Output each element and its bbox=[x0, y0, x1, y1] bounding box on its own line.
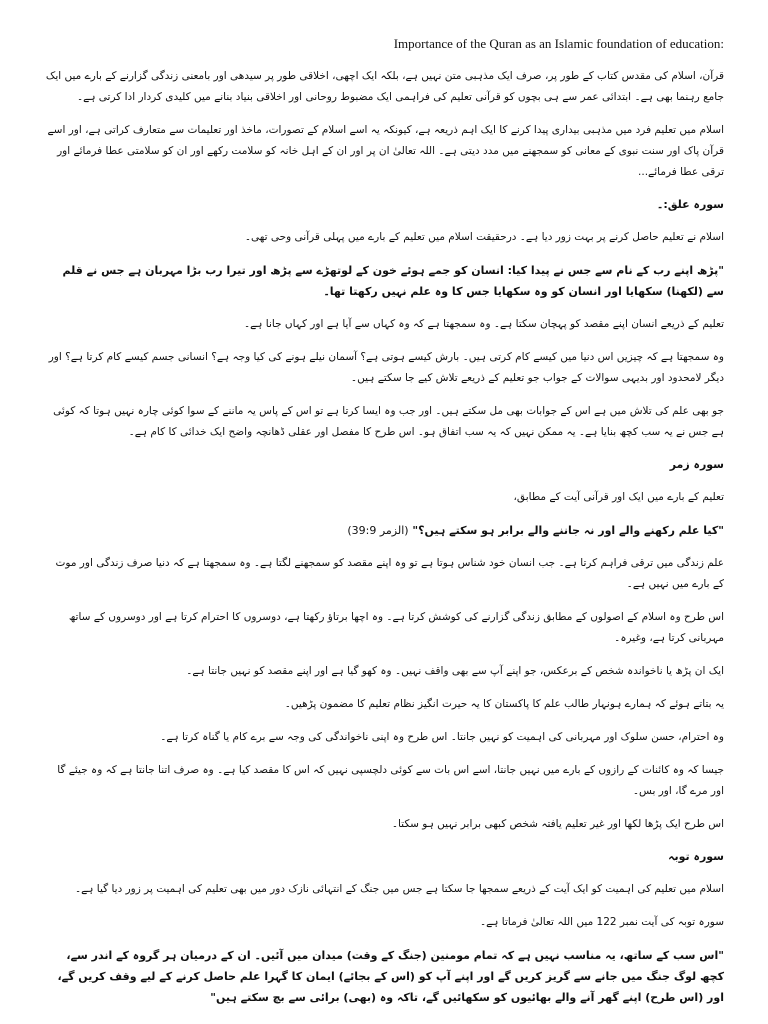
zumar-line-4: یہ بتاتے ہوئے کہ ہمارے ہونہار طالب علم کا پاکستان کا یہ حیرت انگیز نظام تعلیم کا مضمون پڑھیں۔ bbox=[284, 698, 724, 710]
zumar-verse-text: "کیا علم رکھنے والے اور نہ جاننے والے برابر ہو سکتے ہیں؟" bbox=[412, 524, 724, 537]
alaq-verse: "پڑھ اپنے رب کے نام سے جس نے پیدا کیا: انسان کو جمے ہوئے خون کے لوتھڑے سے پڑھ اور تیرا رب بڑا مہربان ہے جس نے قلم سے (لکھنا) سکھایا اور انسان کو وہ سکھایا جس کا وہ علم نہیں رکھتا تھا۔ bbox=[62, 264, 724, 298]
alaq-paragraph-4: جو بھی علم کی تلاش میں ہے اس کے جوابات بھی مل سکتے ہیں۔ اور جب وہ ایسا کرتا ہے تو اس کے پاس یہ ماننے کے سوا کوئی چارہ نہیں ہوتا کہ کوئی ہے جس نے یہ سب کچھ بنایا ہے۔ یہ ممکن نہیں کہ یہ سب اتفاق ہو۔ اس طرح کا مفصل اور عقلی ڈھانچہ واضح ایک خدائی کا کام ہے۔ bbox=[53, 405, 724, 438]
zumar-verse bbox=[44, 520, 724, 541]
zumar-line-5: وہ احترام، حسن سلوک اور مہربانی کی اہمیت کو نہیں جانتا۔ اس طرح وہ اپنی ناخواندگی کی وجہ سے برے کام یا گناہ کرتا ہے۔ bbox=[160, 731, 724, 743]
intro-paragraph-2: اسلام میں تعلیم فرد میں مذہبی بیداری پیدا کرنے کا ایک اہم ذریعہ ہے، کیونکہ یہ اسے اسلام کے تصورات، ماخذ اور تعلیمات سے متعارف کراتی ہے، اور اسے قرآن پاک اور سنت نبوی کے معانی کو سمجھنے میں مدد دیتی ہے۔ اللہ تعالیٰ ان پر اور ان کے اہل خانہ کو سلامت رکھے اور ان کو سلامتی عطا فرمائے اور ترقی عطا فرمائے... bbox=[47, 124, 724, 178]
section-heading-alaq: سورہ علق:۔ bbox=[656, 198, 724, 211]
page-title: Importance of the Quran as an Islamic foundation of education: bbox=[393, 36, 724, 51]
zumar-paragraph-1: تعلیم کے بارے میں ایک اور قرآنی آیت کے مطابق، bbox=[513, 491, 724, 503]
alaq-paragraph-3: وہ سمجھتا ہے کہ چیزیں اس دنیا میں کیسے کام کرتی ہیں۔ بارش کیسے ہوتی ہے؟ آسمان نیلے ہونے کی کیا وجہ ہے؟ انسانی جسم کیسے کام کرتا ہے؟ اور دیگر لامحدود اور بدیہی سوالات کے جواب جو تعلیم کے ذریعے تلاش کیے جا سکتے ہیں۔ bbox=[48, 351, 724, 384]
zumar-line-3: ایک ان پڑھ یا ناخواندہ شخص کے برعکس، جو اپنے آپ سے بھی واقف نہیں۔ وہ کھو گیا ہے اور اپنے مقصد کو نہیں جانتا ہے۔ bbox=[186, 665, 724, 677]
intro-paragraph-1: قرآن، اسلام کی مقدس کتاب کے طور پر، صرف ایک مذہبی متن نہیں ہے، بلکہ ایک اچھی، اخلاقی طور پر سیدھی اور بامعنی زندگی گزارنے کے بارے میں ایک جامع رہنما بھی ہے۔ ابتدائی عمر سے ہی بچوں کو قرآنی تعلیم کی فراہمی ایک مضبوط روحانی اور اخلاقی بنیاد بنانے میں کلیدی کردار ادا کرتی ہے۔ bbox=[45, 70, 724, 103]
zumar-line-1: علم زندگی میں ترقی فراہم کرتا ہے۔ جب انسان خود شناس ہوتا ہے تو وہ اپنے مقصد کو سمجھنے لگتا ہے۔ وہ سمجھتا ہے کہ دنیا صرف زندگی اور موت کے بارے میں نہیں ہے۔ bbox=[55, 557, 724, 590]
alaq-paragraph-1: اسلام نے تعلیم حاصل کرنے پر بہت زور دیا ہے۔ درحقیقت اسلام میں تعلیم کے بارے میں پہلی قرآنی وحی تھی۔ bbox=[244, 231, 724, 243]
zumar-line-2: اس طرح وہ اسلام کے اصولوں کے مطابق زندگی گزارنے کی کوشش کرتا ہے۔ وہ اچھا برتاؤ رکھتا ہے، دوسروں کا احترام کرتا ہے اور دوسروں کے ساتھ مہربانی کرتا ہے، وغیرہ۔ bbox=[68, 611, 724, 644]
tauba-paragraph-2: سورہ توبہ کی آیت نمبر 122 میں اللہ تعالیٰ فرماتا ہے۔ bbox=[479, 916, 724, 928]
section-heading-zumar: سورہ زمر bbox=[669, 458, 724, 471]
section-heading-tauba: سورہ توبہ bbox=[668, 850, 724, 863]
document-page bbox=[44, 36, 724, 1020]
zumar-line-7: اس طرح ایک پڑھا لکھا اور غیر تعلیم یافتہ شخص کبھی برابر نہیں ہو سکتا۔ bbox=[391, 818, 724, 830]
zumar-verse-reference: (الزمر 39:9) bbox=[347, 524, 409, 537]
alaq-paragraph-2: تعلیم کے ذریعے انسان اپنے مقصد کو پہچان سکتا ہے۔ وہ سمجھتا ہے کہ وہ کہاں سے آیا ہے اور کہاں جانا ہے۔ bbox=[243, 318, 724, 330]
zumar-line-6: جیسا کہ وہ کائنات کے رازوں کے بارے میں نہیں جانتا، اسے اس بات سے کوئی دلچسپی نہیں کہ اس کا مقصد کیا ہے۔ وہ صرف اتنا جانتا ہے کہ وہ جیئے گا اور مرے گا، اور بس۔ bbox=[57, 764, 724, 797]
tauba-paragraph-1: اسلام میں تعلیم کی اہمیت کو ایک آیت کے ذریعے سمجھا جا سکتا ہے جس میں جنگ کے انتہائی نازک دور میں بھی تعلیم کی اہمیت پر زور دیا گیا ہے۔ bbox=[74, 883, 724, 895]
tauba-verse: "اس سب کے ساتھ، یہ مناسب نہیں ہے کہ تمام مومنین (جنگ کے وقت) میدان میں آئیں۔ ان کے درمیان ہر گروہ کے اندر سے، کچھ لوگ جنگ میں جانے سے گریز کریں گے اور اپنے آپ کو (اس کے بجائے) ایمان کا گہرا علم حاصل کرنے کے لیے وقف کریں گے، اور (اس طرح) اپنے گھر آنے والے بھائیوں کو سکھائیں گے، تاکہ وہ (بھی) برائی سے بچ سکتے ہیں" bbox=[57, 949, 724, 1004]
